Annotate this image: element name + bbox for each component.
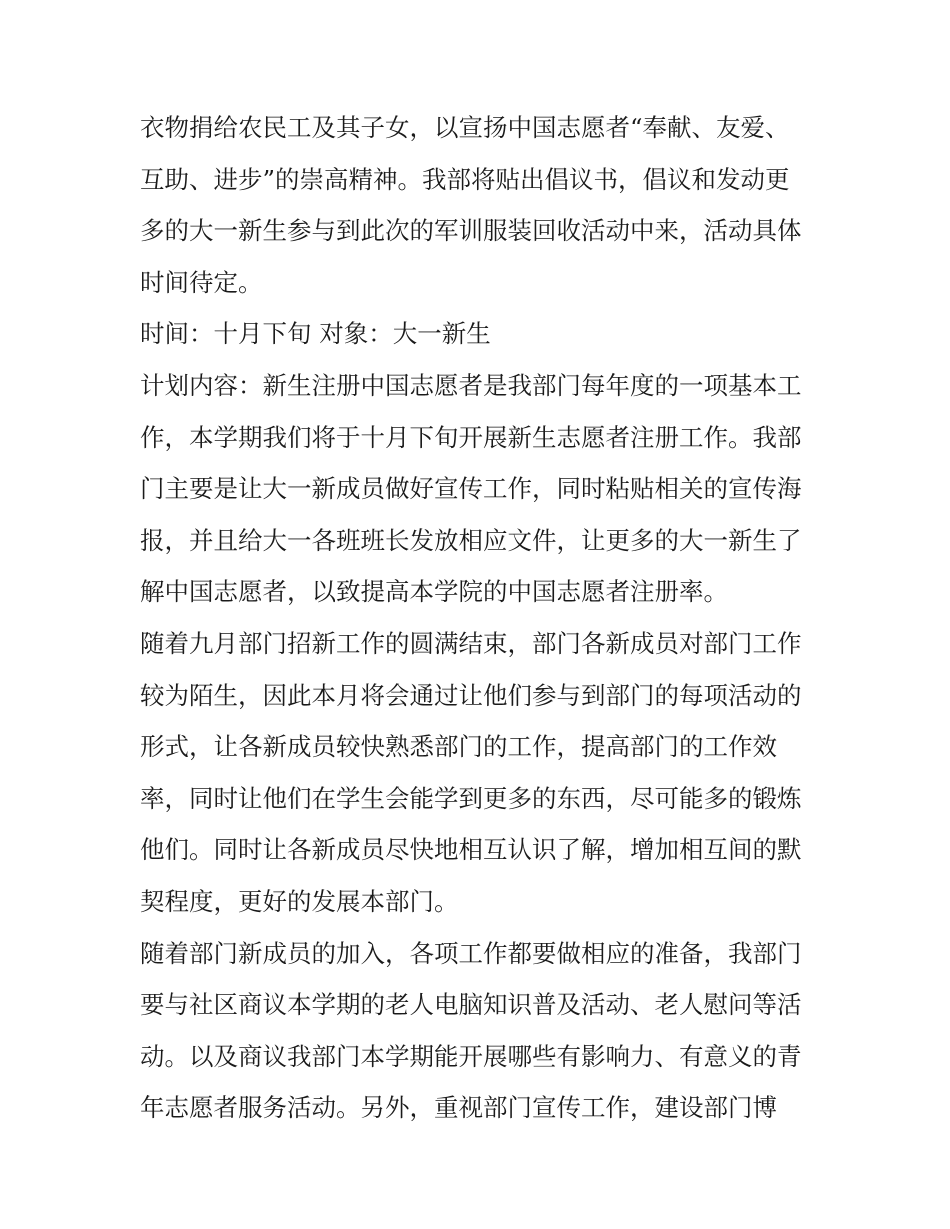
text-line: 较为陌生，因此本月将会通过让他们参与到部门的每项活动的 [140,680,802,710]
text-line: 随着九月部门招新工作的圆满结束，部门各新成员对部门工作 [140,628,802,658]
text-line: 形式，让各新成员较快熟悉部门的工作，提高部门的工作效 [140,732,777,762]
text-line: 时间：十月下旬 对象：大一新生 [140,319,491,349]
document-body [140,102,820,1134]
text-line: 年志愿者服务活动。另外，重视部门宣传工作，建设部门博 [140,1093,777,1123]
text-line: 互助、进步”的崇高精神。我部将贴出倡议书，倡议和发动更 [140,164,790,194]
text-line: 作，本学期我们将于十月下旬开展新生志愿者注册工作。我部 [140,422,802,452]
text-line: 动。以及商议我部门本学期能开展哪些有影响力、有意义的青 [140,1041,802,1071]
text-line: 衣物捐给农民工及其子女，以宣扬中国志愿者“奉献、友爱、 [140,113,790,142]
text-line: 契程度，更好的发展本部门。 [140,886,459,916]
text-line: 解中国志愿者，以致提高本学院的中国志愿者注册率。 [140,577,728,607]
text-line: 多的大一新生参与到此次的军训服装回收活动中来，活动具体 [140,216,802,246]
text-line: 报，并且给大一各班班长发放相应文件，让更多的大一新生了 [140,525,802,555]
text-line: 门主要是让大一新成员做好宣传工作，同时粘贴相关的宣传海 [140,474,802,504]
text-line: 计划内容：新生注册中国志愿者是我部门每年度的一项基本工 [140,370,802,400]
text-line: 随着部门新成员的加入，各项工作都要做相应的准备，我部门 [140,938,802,968]
text-line: 时间待定。 [140,267,263,297]
text-line: 率，同时让他们在学生会能学到更多的东西，尽可能多的锻炼 [140,783,802,813]
text-line: 要与社区商议本学期的老人电脑知识普及活动、老人慰问等活 [140,990,802,1020]
text-line: 他们。同时让各新成员尽快地相互认识了解，增加相互间的默 [140,835,802,865]
